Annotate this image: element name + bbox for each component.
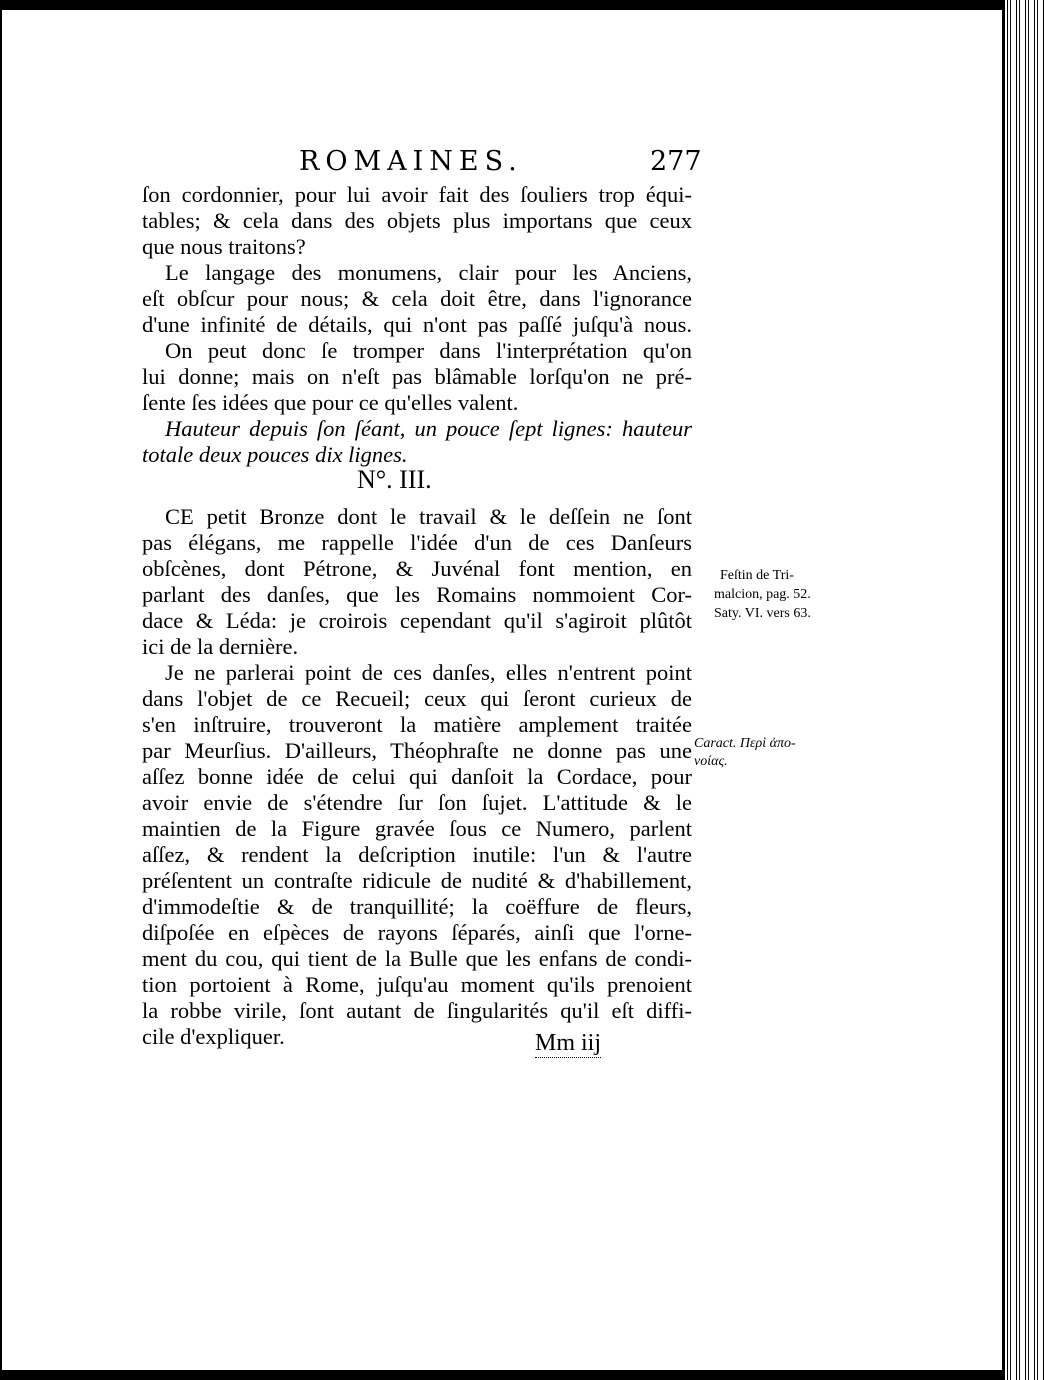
text-line: maintien de la Figure gravée ſous ce Numero, parlent	[142, 816, 692, 841]
text-line: aſſez, & rendent la deſcription inutile: l'un & l'autre	[142, 842, 692, 867]
text-line: Le langage des monumens, clair pour les Anciens,	[165, 260, 692, 285]
text-line: Je ne parlerai point de ces danſes, elles n'entrent point	[165, 660, 692, 685]
signature-mark: Mm iij	[535, 1030, 602, 1056]
text-line: aſſez bonne idée de celui qui danſoit la Cordace, pour	[142, 764, 692, 789]
book-spine-edge	[1005, 0, 1045, 1380]
text-line: parlant des danſes, que les Romains nommoient Cor-	[142, 582, 692, 607]
margin-note-line: Caract. Περὶ ἀπο-	[694, 736, 796, 751]
text-line: CE petit Bronze dont le travail & le deſſein ne ſont	[165, 504, 692, 529]
section-title: N°. III.	[357, 465, 432, 494]
text-line: pas élégans, me rappelle l'idée d'un de ces Danſeurs	[142, 530, 692, 555]
text-line: ici de la dernière.	[142, 634, 299, 659]
text-line: tion portoient à Rome, juſqu'au moment qu'ils prenoient	[142, 972, 692, 997]
margin-note-line: νοίας.	[694, 754, 728, 769]
text-line: lui donne; mais on n'eſt pas blâmable lorſqu'on ne pré-	[142, 364, 692, 389]
text-line: ſente ſes idées que pour ce qu'elles valent.	[142, 390, 519, 415]
margin-note-line: Saty. VI. vers 63.	[714, 606, 811, 621]
margin-note-line: malcion, pag. 52.	[714, 587, 811, 602]
text-line: Hauteur depuis ſon ſéant, un pouce ſept lignes: hauteur	[165, 416, 692, 441]
text-line: obſcènes, dont Pétrone, & Juvénal font mention, en	[142, 556, 692, 581]
text-line: ſon cordonnier, pour lui avoir fait des ſouliers trop équi-	[142, 182, 692, 207]
running-head: ROMAINES.	[299, 146, 523, 177]
text-line: dans l'objet de ce Recueil; ceux qui ſeront curieux de	[142, 686, 692, 711]
text-line: cile d'expliquer.	[142, 1024, 285, 1049]
text-line: dace & Léda: je croirois cependant qu'il s'agiroit plûtôt	[142, 608, 692, 633]
text-line: préſentent un contraſte ridicule de nudité & d'habillement,	[142, 868, 692, 893]
text-line: diſpoſée en eſpèces de rayons ſéparés, ainſi que l'orne-	[142, 920, 692, 945]
text-line: avoir envie de s'étendre ſur ſon ſujet. L'attitude & le	[142, 790, 692, 815]
text-line: d'immodeſtie & de tranquillité; la coëffure de fleurs,	[142, 894, 692, 919]
text-line: s'en inſtruire, trouveront la matière amplement traitée	[142, 712, 692, 737]
page-number: 277	[650, 146, 702, 177]
text-line: ment du cou, qui tient de la Bulle que les enfans de condi-	[142, 946, 692, 971]
text-line: la robbe virile, ſont autant de ſingularités qu'il eſt diffi-	[142, 998, 692, 1023]
text-line: d'une infinité de détails, qui n'ont pas paſſé juſqu'à nous.	[142, 312, 692, 337]
margin-note-line: Feſtin de Tri-	[720, 568, 794, 583]
text-line: que nous traitons?	[142, 234, 306, 259]
text-line: par Meurſius. D'ailleurs, Théophraſte ne donne pas une	[142, 738, 692, 763]
text-line: eſt obſcur pour nous; & cela doit être, dans l'ignorance	[142, 286, 692, 311]
book-page	[2, 10, 1002, 1370]
text-line: tables; & cela dans des objets plus importans que ceux	[142, 208, 692, 233]
text-line: totale deux pouces dix lignes.	[142, 442, 408, 467]
text-line: On peut donc ſe tromper dans l'interprétation qu'on	[165, 338, 692, 363]
